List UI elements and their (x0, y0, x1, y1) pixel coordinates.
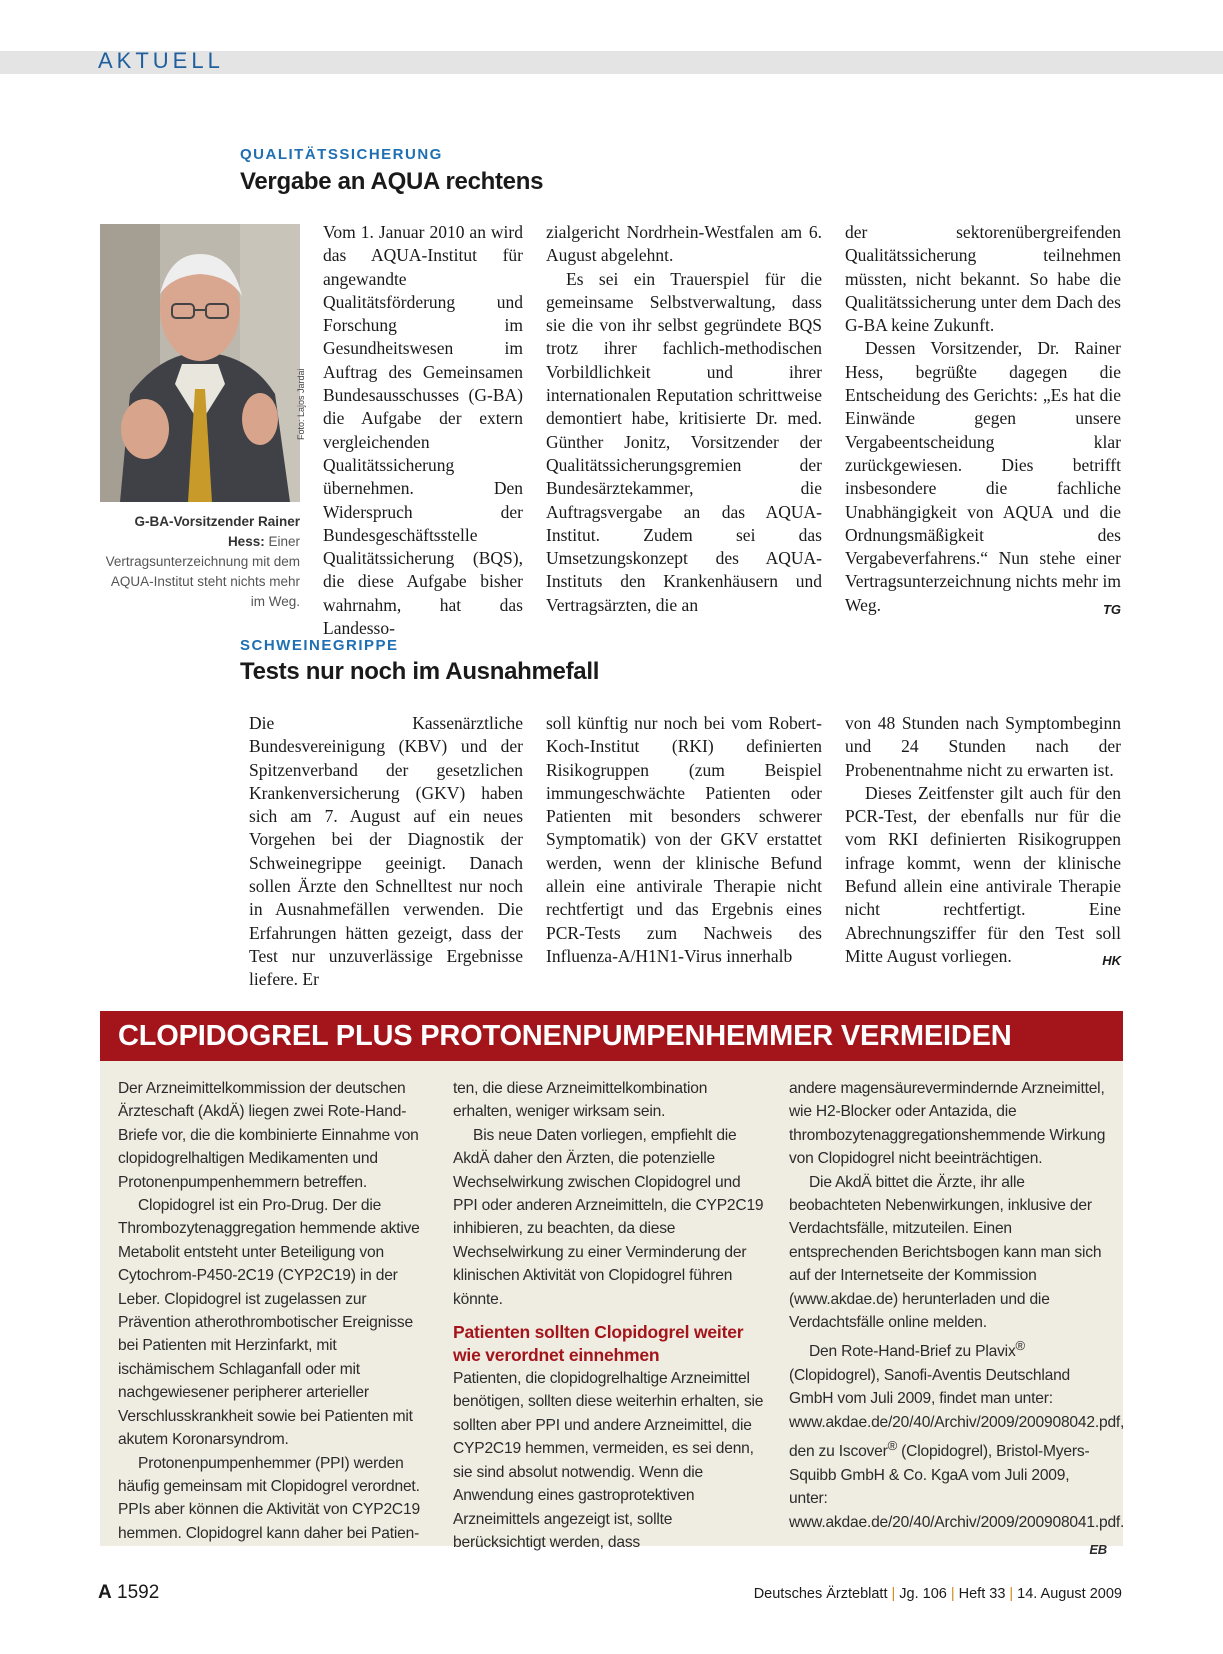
info-box-title: CLOPIDOGREL PLUS PROTONENPUMPENHEMMER VERMEIDEN (118, 1020, 1012, 1052)
article2-column-2 (546, 712, 822, 968)
paragraph: Der Arzneimittelkommission der deutschen Ärzteschaft (AkdÄ) liegen zwei Rote-Hand-Briefe vor, die die kombinierte Einnahme von clopidogrelhaltigen Medikamenten und Protonenpumpenhemmern betreffen. (118, 1080, 419, 1191)
caption-text: Einer Vertragsunterzeichnung mit dem AQUA-Institut steht nichts mehr im Weg. (105, 534, 300, 609)
journal-volume: Jg. 106 (899, 1586, 947, 1602)
paragraph-text: (Clopidogrel), Bristol-Myers-Squibb GmbH & Co. KgaA vom Juli 2009, unter: www.akdae.de/20/40/Archiv/2009/200908041.pdf. (789, 1443, 1125, 1531)
registered-mark: ® (1015, 1338, 1025, 1354)
page-number-value: 1592 (117, 1582, 160, 1603)
portrait-photo (100, 224, 300, 502)
separator: | (891, 1586, 896, 1602)
paragraph: soll künftig nur noch bei vom Robert-Koch-Institut (RKI) definierten Risikogruppen (zum Beispiel immungeschwächte Patienten oder Patienten mit besonders schwerer Symptomatik) von der GKV erstattet werden, wenn der klinische Befund allein eine antivirale Therapie nicht rechtfertigt und das Ergebnis eines PCR-Tests zum Nachweis des Influenza-A/H1N1-Virus innerhalb (546, 713, 822, 966)
article1-column-3 (845, 221, 1121, 621)
publication-info (754, 1586, 1122, 1602)
paragraph: zialgericht Nordrhein-Westfalen am 6. August abgelehnt. (546, 222, 822, 266)
paragraph-text: Dessen Vorsitzender, Dr. Rainer Hess, begrüßte dagegen die Entscheidung des Gerichts: „Es hat die Einwände gegen unsere Vergabeentscheidung klar zurückgewiesen. Dies betrifft insbesondere die fachliche Unabhängigkeit von AQUA und die Ordnungsmäßigkeit des Vergabeverfahrens.“ Nun stehe einer Vertragsunterzeichnung nichts mehr im Weg. (845, 338, 1121, 615)
caption-bold: G-BA-Vorsitzender Rainer Hess: (134, 514, 300, 549)
paragraph (789, 1334, 1125, 1558)
box-subheading: Patienten sollten Clopidogrel weiter wie verordnet einnehmen (453, 1322, 744, 1366)
article1-column-2 (546, 221, 822, 617)
paragraph: andere magensäurevermindernde Arzneimittel, wie H2-Blocker oder Antazida, die thrombozytenaggregationshemmende Wirkung von Clopidogrel nicht beeinträchtigen. (789, 1080, 1106, 1168)
paragraph-text: Dieses Zeitfenster gilt auch für den PCR-Test, der ebenfalls nur für die vom RKI definierten Risikogruppen infrage kommt, wenn der klinische Befund allein eine antivirale Therapie nicht rechtfertigt. Eine Abrechnungsziffer für den Test soll Mitte August vorliegen. (845, 782, 1121, 966)
box-column-1 (118, 1077, 428, 1545)
paragraph: von 48 Stunden nach Symptombeginn und 24 Stunden nach der Probenentnahme nicht zu erwarten ist. (845, 713, 1121, 780)
article2-column-1 (249, 712, 523, 992)
article1-headline: Vergabe an AQUA rechtens (240, 168, 544, 195)
page-prefix: A (98, 1582, 112, 1603)
paragraph: Patienten, die clopidogrelhaltige Arzneimittel benötigen, sollten diese weiterhin erhalten, sie sollten aber PPI und andere Arzneimittel, die CYP2C19 hemmen, vermeiden, es sei denn, sie sind absolut notwendig. Wenn die Anwendung eines gastroprotektiven Arzneimittels angezeigt ist, sollte berücksichtigt werden, dass (453, 1370, 764, 1551)
paragraph: Clopidogrel ist ein Pro-Drug. Der die Thrombozytenaggregation hemmende aktive Metabolit entsteht unter Beteiligung von Cytochrom-P450-2C19 (CYP2C19) in der Leber. Clopidogrel ist zugelassen zur Prävention atherothrombotischer Ereignisse bei Patienten mit Herzinfarkt, mit ischämischem Schlaganfall oder mit nachgewiesener peripherer arterieller Verschlusskrankheit sowie bei Patienten mit akutem Koronarsyndrom. (118, 1197, 420, 1449)
page-number (98, 1582, 159, 1604)
author-signature: HK (1102, 952, 1121, 968)
paragraph (845, 782, 1121, 968)
author-signature: EB (1089, 1542, 1107, 1558)
paragraph: Es sei ein Trauerspiel für die gemeinsame Selbstverwaltung, dass sie die von ihr selbst gegründete BQS trotz ihrer fachlich-methodischen Vorbildlichkeit und ihrer internationalen Reputation schrittweise demontiert habe, kritisierte Dr. med. Günther Jonitz, Vorsitzender der Qualitätssicherungsgremien der Bundesärztekammer, die Auftragsvergabe an das AQUA-Institut. Zudem sei das Umsetzungskonzept des AQUA-Instituts den Krankenhäusern und Vertragsärzten, die an (546, 268, 822, 615)
separator: | (950, 1586, 955, 1602)
article2-kicker: SCHWEINEGRIPPE (240, 637, 399, 654)
publication-date: 14. August 2009 (1017, 1586, 1122, 1602)
author-signature: TG (1102, 601, 1121, 617)
paragraph: Protonenpumpenhemmer (PPI) werden häufig gemeinsam mit Clopidogrel verordnet. PPIs aber können die Aktivität von CYP2C19 hemmen. Clopidogrel kann daher bei Patien- (118, 1454, 420, 1542)
paragraph-text: Den Rote-Hand-Brief zu Plavix (809, 1343, 1016, 1361)
paragraph: der sektorenübergreifenden Qualitätssicherung teilnehmen müssten, nicht bekannt. So habe die Qualitätssicherung unter dem Dach des G-BA keine Zukunft. (845, 222, 1121, 336)
separator: | (1009, 1586, 1014, 1602)
journal-issue: Heft 33 (958, 1586, 1006, 1602)
registered-mark: ® (887, 1438, 898, 1454)
paragraph: Die Kassenärztliche Bundesvereinigung (KBV) und der Spitzenverband der gesetzlichen Krankenversicherung (GKV) haben sich am 7. August auf ein neues Vorgehen bei der Diagnostik der Schweinegrippe geeinigt. Danach sollen Ärzte den Schnelltest nur noch in Ausnahmefällen verwenden. Die Erfahrungen hätten gezeigt, dass der Test nur unzuverlässige Ergebnisse liefere. Er (249, 713, 523, 990)
box-column-3 (789, 1077, 1125, 1562)
journal-name: Deutsches Ärzteblatt (753, 1586, 888, 1602)
paragraph: Vom 1. Januar 2010 an wird das AQUA-Institut für angewandte Qualitätsförderung und Forschung im Gesundheitswesen im Auftrag des Gemeinsamen Bundesausschusses (G-BA) die Aufgabe der extern vergleichenden Qualitätssicherung übernehmen. Den Widerspruch der Bundesgeschäftsstelle Qualitätssicherung (BQS), die diese Aufgabe bisher wahrnahm, hat das Landesso- (323, 222, 523, 639)
paragraph (845, 337, 1121, 617)
article1-kicker: QUALITÄTSSICHERUNG (240, 146, 443, 163)
photo-caption (100, 512, 300, 612)
paragraph: Die AkdÄ bittet die Ärzte, ihr alle beobachteten Nebenwirkungen, inklusive der Verdachtsfälle, mitzuteilen. Einen entsprechenden Berichtsbogen kann man sich auf der Internetseite der Kommission (www.akdae.de) herunterladen und die Verdachtsfälle online melden. (789, 1173, 1102, 1332)
paragraph-text: (Clopidogrel), Sanofi-Aventis Deutschland GmbH vom Juli 2009, findet man unter: www.akdae.de/20/40/Archiv/2009/200908042.pdf, den zu Iscover (789, 1367, 1125, 1461)
article1-column-1 (323, 221, 523, 640)
box-column-2 (453, 1077, 765, 1554)
photo-credit: Foto: Lajos Jardai (296, 368, 306, 440)
paragraph: ten, die diese Arzneimittelkombination erhalten, weniger wirksam sein. (453, 1080, 708, 1121)
article2-column-3 (845, 712, 1121, 972)
section-label: AKTUELL (98, 48, 224, 73)
paragraph: Bis neue Daten vorliegen, empfiehlt die AkdÄ daher den Ärzten, die potenzielle Wechselwirkung zwischen Clopidogrel und PPI oder anderen Arzneimitteln, die CYP2C19 inhibieren, zu beachten, da diese Wechselwirkung zu einer Verminderung der klinischen Aktivität von Clopidogrel führen könnte. (453, 1126, 764, 1308)
article2-headline: Tests nur noch im Ausnahmefall (240, 658, 600, 685)
